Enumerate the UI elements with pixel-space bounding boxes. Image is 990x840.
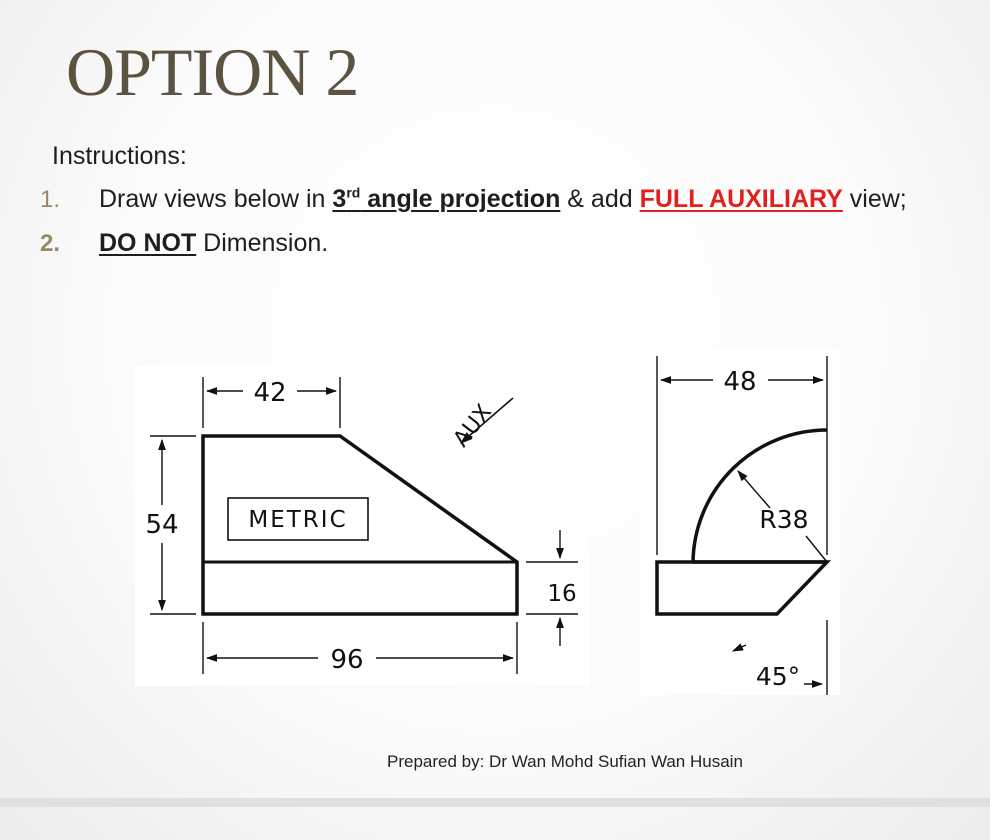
do-not-term: DO NOT (99, 229, 197, 257)
angle-label: 45° (755, 662, 801, 691)
full-auxiliary-term: FULL AUXILIARY (639, 185, 843, 213)
bottom-divider (0, 798, 990, 807)
dim-16-label: 16 (547, 581, 577, 607)
item-1-text-pre: Draw views below in (99, 185, 333, 213)
dim-42-label: 42 (253, 378, 287, 408)
item-1-text-mid: & add (560, 185, 640, 213)
front-view (150, 377, 578, 674)
item-2-text-post: Dimension. (196, 229, 329, 257)
aux-label: AUX (448, 400, 497, 452)
slide-title: OPTION 2 (66, 34, 359, 110)
list-number-1: 1. (40, 186, 61, 213)
dim-48-label: 48 (723, 367, 757, 397)
footer-credit: Prepared by: Dr Wan Mohd Sufian Wan Husain (387, 752, 743, 771)
dim-96-label: 96 (330, 645, 364, 675)
dim-54-label: 54 (145, 510, 179, 540)
side-view-base (657, 562, 827, 614)
list-number-2: 2. (40, 230, 61, 257)
radius-label: R38 (759, 505, 809, 534)
instructions-heading: Instructions: (52, 142, 187, 170)
projection-term: 3rd angle projection (332, 184, 561, 213)
item-1-text-post: view; (842, 185, 907, 213)
metric-label: METRIC (248, 507, 348, 533)
